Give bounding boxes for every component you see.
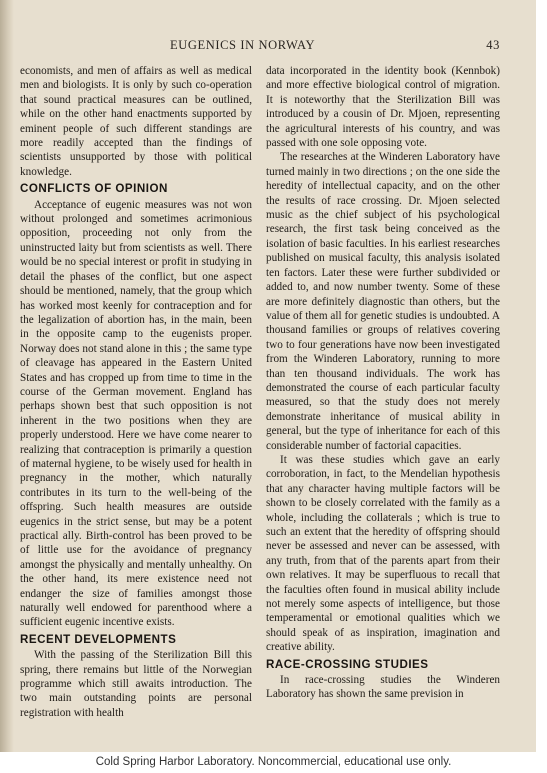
left-paragraph-1: economists, and men of affairs as well as medical men and biologists. It is only by such co-operation that sound practical measures can be outlined, while on the other hand enactments supported by eminent people of such different standings are more readily accepted than the findings of scientists unsupported by those with political knowledge. <box>20 65 252 178</box>
section-heading-race-crossing: RACE-CROSSING STUDIES <box>266 657 429 671</box>
right-paragraph-2: The researches at the Winderen Laboratory have turned mainly in two directions ; on the one side the heredity of intellectual capacity, and on the other the results of race crossing. Dr. Mjoen selected music as the chief subject of his psychological research, the first task being conceived as the isolation of basic faculties. In his earliest researches published on musical faculty, this analysis isolated ten factors. Later these were further subdivided or added to, and now number twenty. Some of these are more definitely diagnostic than others, but the value of them all for genetic studies is undoubted. A thousand families or groups of relatives covering two to four generations have now been investigated from the Winderen Laboratory, running to more than ten thousand individuals. The work has demonstrated the course of each particular faculty measured, so that the study does not merely demonstrate inheritance of musical ability in general, but the type of inheritance for each of this considerable number of factorial capacities. <box>266 151 500 452</box>
right-column <box>266 64 500 712</box>
archive-footer: Cold Spring Harbor Laboratory. Noncommercial, educational use only. <box>0 752 547 773</box>
page-header <box>0 38 536 56</box>
right-paragraph-1: data incorporated in the identity book (Kennbok) and more effective biological control of migration. It is noteworthy that the Sterilization Bill was introduced by a cousin of Dr. Mjoen, representing the agricultural interests of his country, and was passed with one sole opposing vote. <box>266 65 500 150</box>
section-heading-conflicts: CONFLICTS OF OPINION <box>20 182 168 196</box>
page-number: 43 <box>486 38 500 52</box>
page-binding-shadow <box>0 0 14 752</box>
right-paragraph-3: It was these studies which gave an early corroboration, in fact, to the Mendelian hypothesis that any character having multiple factors will be shown to be closely correlated with the family as a whole, including the collaterals ; which is true to such an extent that the heredity of offspring should never be assessed and never can be assessed, with any truth, from that of the parents apart from their own relatives. It may be superfluous to recall that the faculties often found in musical ability include not merely some aspects of intelligence, but those temperamental or emotional qualities which we should speak of as inspiration, imagination and creative ability. <box>266 453 500 654</box>
section-heading-recent: RECENT DEVELOPMENTS <box>20 632 177 646</box>
left-column <box>20 64 252 719</box>
running-head: EUGENICS IN NORWAY <box>170 38 316 52</box>
right-paragraph-4: In race-crossing studies the Winderen Laboratory has shown the same prevision in <box>266 674 500 701</box>
left-paragraph-2: Acceptance of eugenic measures was not won without prolonged and sometimes acrimonious opposition, proceeding not only from the uninstructed laity but from scientists as well. There would be no special interest or profit in studying in detail the phases of the conflict, but one aspect should be mentioned, namely, that the group which has worked most keenly for contraception and for the legalization of abortion has, in the main, been in the opposite camp to the eugenists proper. Norway does not stand alone in this ; the same type of cleavage has appeared in the Eastern United States and has cropped up from time to time in the course of the German movement. England has perhaps shown best that such opposition is not inherent in the two positions when they are properly understood. Here we have come nearer to realizing that contraception is primarily a question of maternal hygiene, to be wisely used for health in pregnancy in the mother, which naturally contributes in its turn to the well-being of the offspring. Such health measures are outside eugenics in the strict sense, but may be a potent practical ally. Birth-control has been proved to be of little use for the avoidance of pregnancy amongst the physically and mentally unhealthy. On the other hand, its mere existence need not endanger the size of families amongst those naturally well endowed for parenthood where a sufficient eugenic incentive exists. <box>20 198 252 629</box>
left-paragraph-3: With the passing of the Sterilization Bill this spring, there remains but little of the Norwegian programme which still awaits introduction. The two main outstanding points are personal registration with health <box>20 649 252 719</box>
